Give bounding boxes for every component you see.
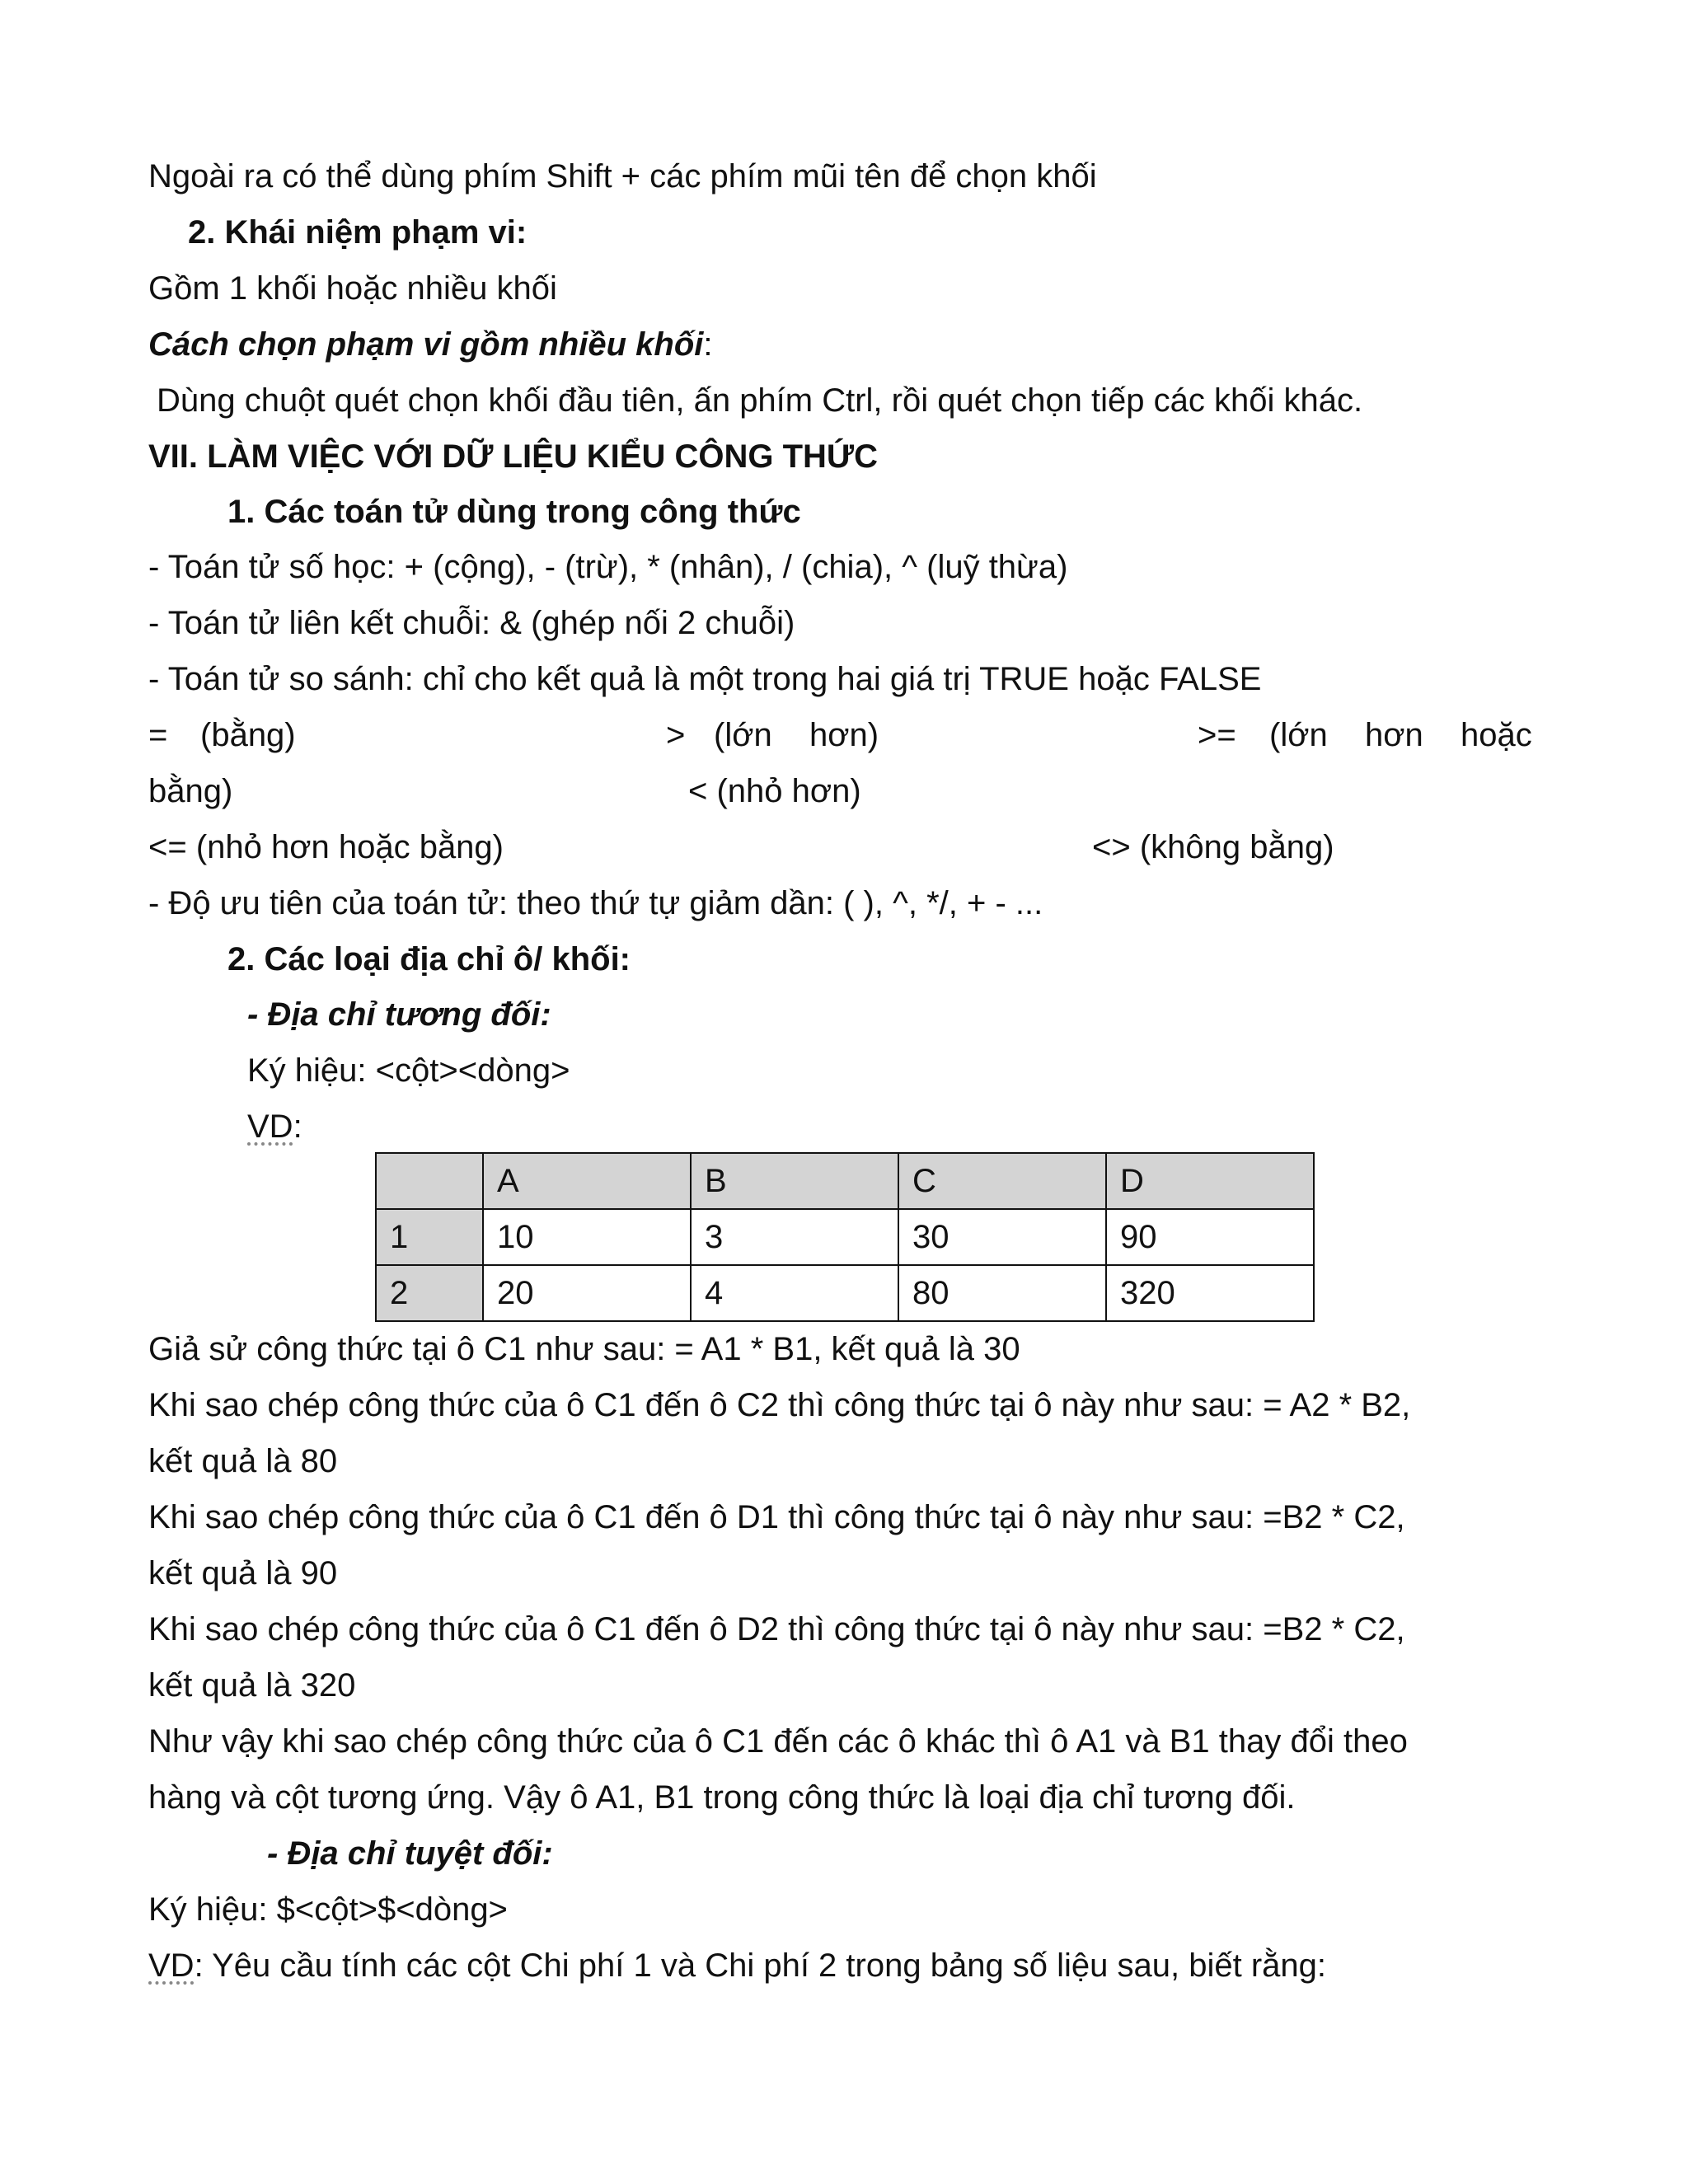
op-ge-text-4: bằng) xyxy=(148,773,233,809)
paragraph-copy-d2: Khi sao chép công thức của ô C1 đến ô D2 thì công thức tại ô này như sau: =B2 * C2, xyxy=(148,1611,1405,1647)
vd-colon-1: : xyxy=(293,1108,302,1145)
table-row xyxy=(376,1265,1314,1321)
vd-text-1: VD xyxy=(247,1108,293,1145)
cell-b1: 3 xyxy=(691,1209,898,1265)
bullet-toan-tu-lien-ket: - Toán tử liên kết chuỗi: & (ghép nối 2 chuỗi) xyxy=(148,605,795,641)
paragraph-nhu-vay: Như vậy khi sao chép công thức của ô C1 đến các ô khác thì ô A1 và B1 thay đổi theo xyxy=(148,1723,1408,1760)
paragraph-gia-su: Giả sử công thức tại ô C1 như sau: = A1 * B1, kết quả là 30 xyxy=(148,1331,1020,1367)
paragraph-dung-chuot: Dùng chuột quét chọn khối đầu tiên, ấn phím Ctrl, rồi quét chọn tiếp các khối khác. xyxy=(157,382,1363,419)
vd-yeu-cau: : Yêu cầu tính các cột Chi phí 1 và Chi phí 2 trong bảng số liệu sau, biết rằng: xyxy=(194,1947,1327,1984)
vd-label-1 xyxy=(247,1110,302,1143)
row-header-1: 1 xyxy=(376,1209,483,1265)
column-header-d: D xyxy=(1106,1153,1314,1209)
heading-khai-niem-pham-vi: 2. Khái niệm phạm vi: xyxy=(188,214,528,251)
paragraph-result-320: kết quả là 320 xyxy=(148,1667,356,1704)
paragraph-copy-c2: Khi sao chép công thức của ô C1 đến ô C2 thì công thức tại ô này như sau: = A2 * B2, xyxy=(148,1387,1411,1423)
table-corner-cell xyxy=(376,1153,483,1209)
bullet-toan-tu-so-hoc: - Toán tử số học: + (cộng), - (trừ), * (nhân), / (chia), ^ (luỹ thừa) xyxy=(148,549,1068,585)
paragraph-result-90: kết quả là 90 xyxy=(148,1555,338,1591)
example-table xyxy=(375,1152,1315,1322)
subheading-cach-chon-text: Cách chọn phạm vi gồm nhiều khối xyxy=(148,326,704,363)
ky-hieu-tuong-doi: Ký hiệu: <cột><dòng> xyxy=(247,1052,570,1089)
subheading-dia-chi-tuong-doi: - Địa chỉ tương đối: xyxy=(247,996,551,1033)
cell-b2: 4 xyxy=(691,1265,898,1321)
op-ne: <> (không bằng) xyxy=(1092,829,1334,865)
op-ge-text-2: hơn xyxy=(1365,717,1423,753)
vd-text-2: VD xyxy=(148,1947,195,1984)
cell-c2: 80 xyxy=(898,1265,1106,1321)
section-heading-vii: VII. LÀM VIỆC VỚI DỮ LIỆU KIỂU CÔNG THỨC xyxy=(148,438,878,475)
column-header-a: A xyxy=(483,1153,691,1209)
row-header-2: 2 xyxy=(376,1265,483,1321)
subheading-cach-chon-colon: : xyxy=(703,326,713,363)
cell-c1: 30 xyxy=(898,1209,1106,1265)
paragraph-dia-chi-tuong-doi: hàng và cột tương ứng. Vậy ô A1, B1 trong công thức là loại địa chỉ tương đối. xyxy=(148,1779,1296,1816)
heading-cac-loai-dia-chi: 2. Các loại địa chỉ ô/ khối: xyxy=(227,941,631,977)
op-ge-text-1: (lớn xyxy=(1269,717,1328,753)
paragraph-result-80: kết quả là 80 xyxy=(148,1443,338,1479)
bullet-do-uu-tien: - Độ ưu tiên của toán tử: theo thứ tự giảm dần: ( ), ^, */, + - ... xyxy=(148,885,1043,921)
table-header-row xyxy=(376,1153,1314,1209)
cell-d1: 90 xyxy=(1106,1209,1314,1265)
vd-label-2 xyxy=(148,1949,1326,1982)
cell-d2: 320 xyxy=(1106,1265,1314,1321)
op-ge-text-3: hoặc xyxy=(1461,717,1532,753)
op-gt: > xyxy=(666,717,686,753)
ky-hieu-tuyet-doi: Ký hiệu: $<cột>$<dòng> xyxy=(148,1891,508,1928)
subheading-dia-chi-tuyet-doi: - Địa chỉ tuyệt đối: xyxy=(267,1835,553,1872)
cell-a2: 20 xyxy=(483,1265,691,1321)
column-header-b: B xyxy=(691,1153,898,1209)
op-le: <= (nhỏ hơn hoặc bằng) xyxy=(148,829,504,865)
paragraph-shift-arrow-keys: Ngoài ra có thể dùng phím Shift + các phím mũi tên để chọn khối xyxy=(148,158,1097,194)
heading-cac-toan-tu: 1. Các toán tử dùng trong công thức xyxy=(227,494,801,530)
op-gt-text-2: hơn) xyxy=(809,717,879,753)
subheading-cach-chon xyxy=(148,328,713,361)
paragraph-gom-khoi: Gồm 1 khối hoặc nhiều khối xyxy=(148,270,557,307)
table-row xyxy=(376,1209,1314,1265)
bullet-toan-tu-so-sanh: - Toán tử so sánh: chỉ cho kết quả là một trong hai giá trị TRUE hoặc FALSE xyxy=(148,661,1262,697)
op-eq: = xyxy=(148,717,168,753)
column-header-c: C xyxy=(898,1153,1106,1209)
op-gt-text-1: (lớn xyxy=(714,717,772,753)
op-eq-text: (bằng) xyxy=(200,717,296,753)
op-lt: < (nhỏ hơn) xyxy=(688,773,861,809)
op-ge: >= xyxy=(1198,717,1236,753)
cell-a1: 10 xyxy=(483,1209,691,1265)
paragraph-copy-d1: Khi sao chép công thức của ô C1 đến ô D1 thì công thức tại ô này như sau: =B2 * C2, xyxy=(148,1499,1405,1535)
